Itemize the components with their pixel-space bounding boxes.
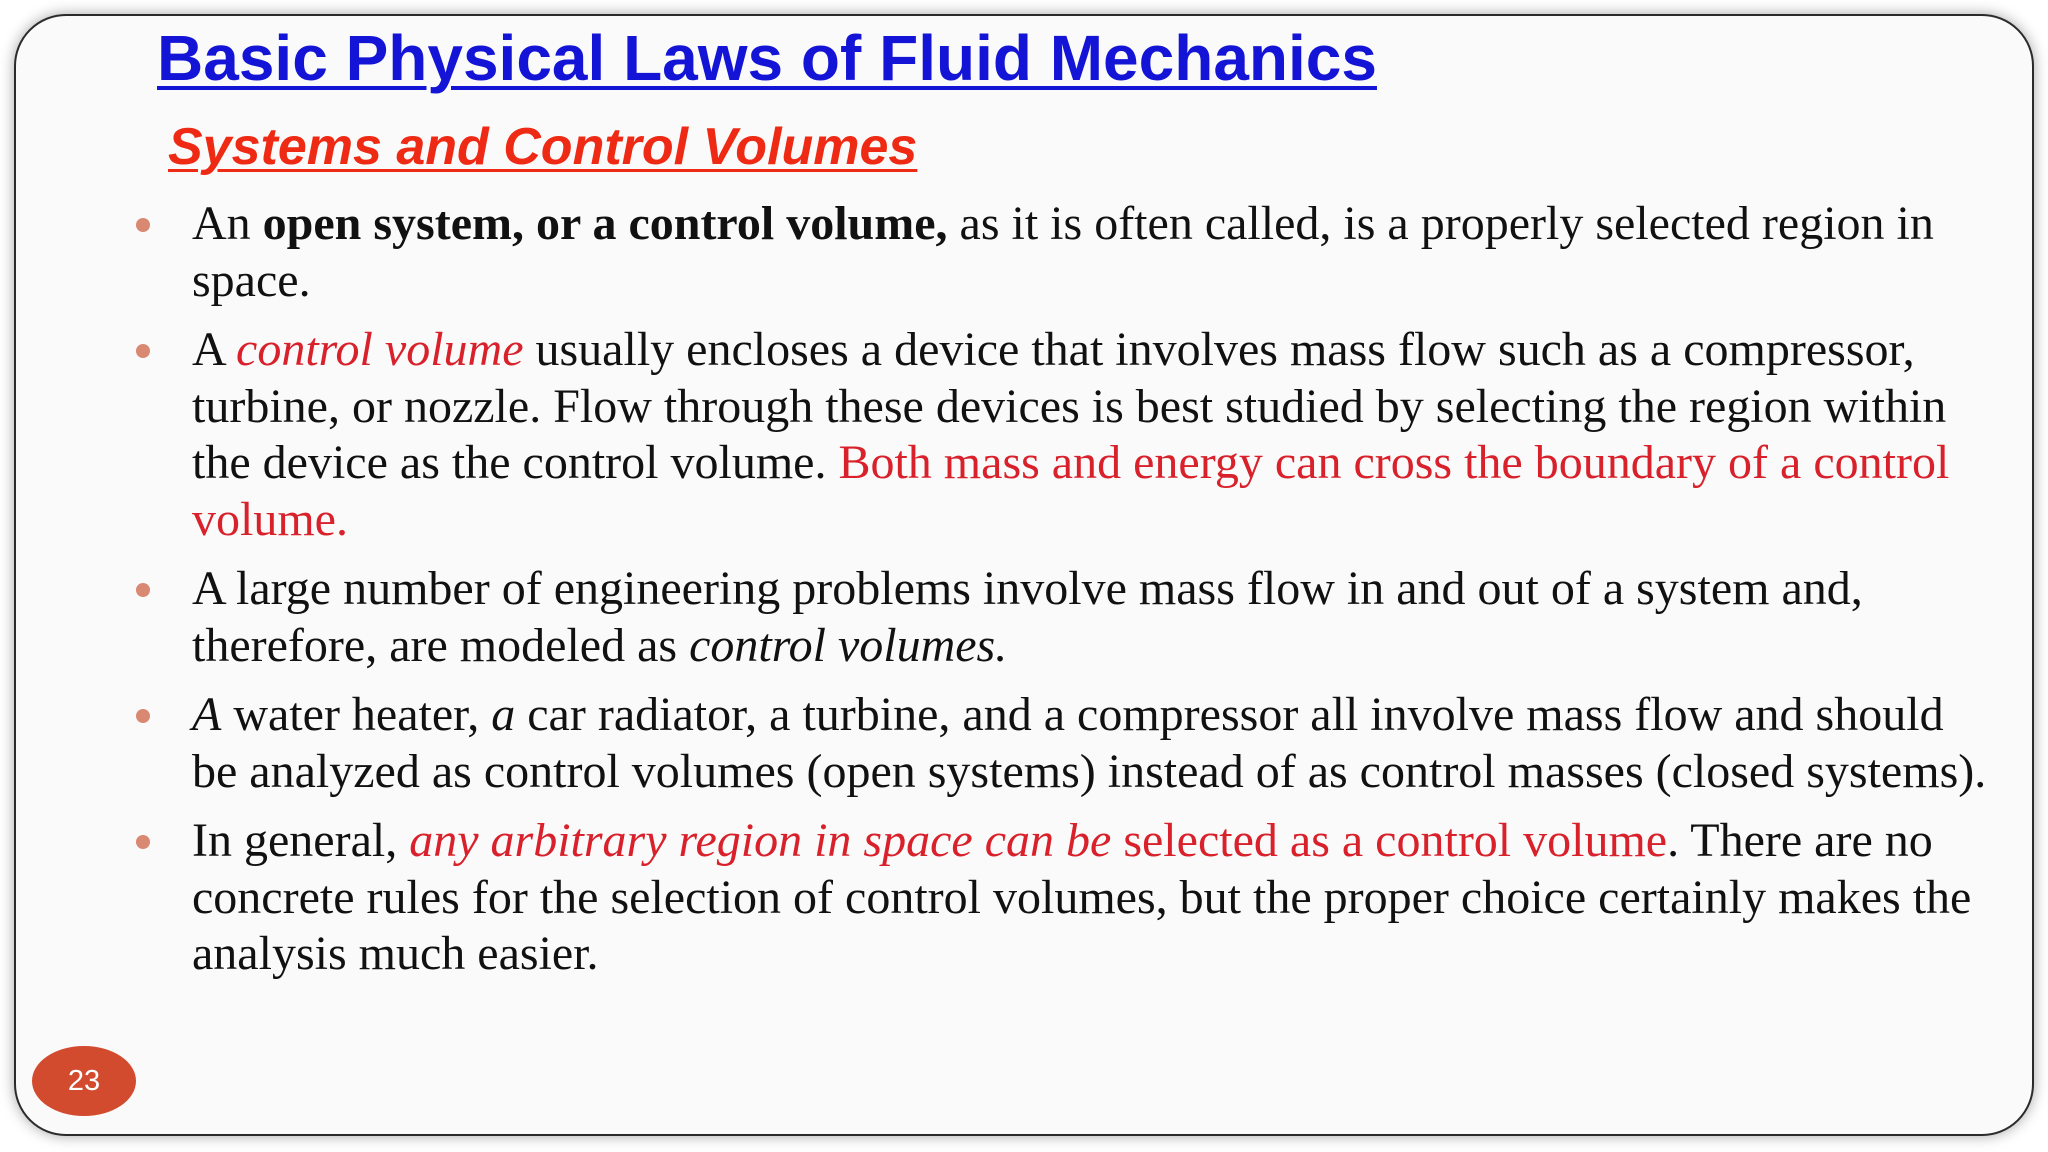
bullet-text: A large number of engineering problems involve mass flow in and out of a system and, therefore, are modeled as [192,562,1863,672]
bullet-item-control-volume-devices [192,322,1992,548]
bullet-italic-word: a [491,688,516,741]
bullet-red-emphasis: selected as a control volume [1111,814,1668,867]
bullet-text: as it is often called, is a properly selected region in space. [192,197,1934,307]
slide-subtitle: Systems and Control Volumes [168,118,918,176]
bullet-text: In general, [192,814,410,867]
bullet-dot-icon [136,583,150,597]
slide-title: Basic Physical Laws of Fluid Mechanics [157,22,1377,94]
bullet-item-engineering-problems [192,561,1992,674]
bullet-dot-icon [136,344,150,358]
bullet-item-examples [192,687,1992,800]
bullet-text: water heater, [221,688,492,741]
bullet-italic-term: control volume [236,323,524,376]
bullet-red-italic-emphasis: any arbitrary region in space can be [409,814,1112,867]
bullet-text: car radiator, a turbine, and a compressor all involve mass flow and should be analyzed as control volumes (open systems) instead of as control masses (closed systems). [192,688,1987,798]
bullet-item-arbitrary-region [192,813,1992,983]
bullet-italic-term: control volumes. [689,618,1008,672]
bullet-italic-word: A [192,688,222,741]
bullet-text: . There are no concrete rules for the selection of control volumes, but the proper choice certainly makes the analysis much easier. [192,814,1972,980]
bullet-bold-term: open system, or a control volume, [262,197,948,250]
bullet-item-open-system [192,196,1992,309]
bullet-dot-icon [136,835,150,849]
page-number-badge: 23 [32,1046,136,1116]
bullet-text: usually encloses a device that involves mass flow such as a compressor, turbine, or nozzle. Flow through these devices is best studied by selecting the region within the device as the control volume. [192,323,1947,489]
bullet-list [192,196,1992,996]
bullet-text: An [192,197,263,250]
bullet-text: A [192,323,237,376]
bullet-red-emphasis: Both mass and energy can cross the boundary of a control volume. [192,436,1950,546]
bullet-dot-icon [136,218,150,232]
bullet-dot-icon [136,709,150,723]
